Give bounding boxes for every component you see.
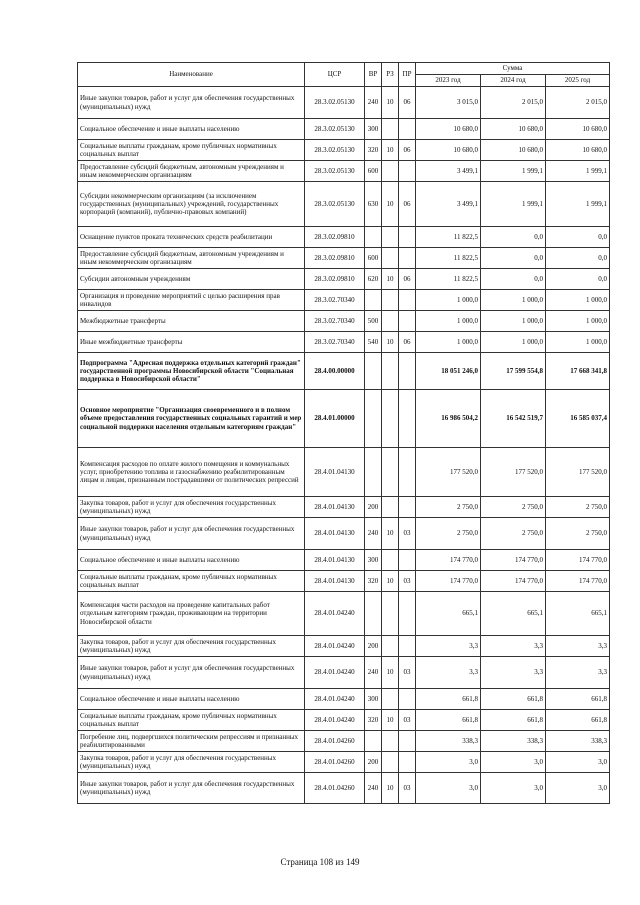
row-2025-cell: 2 015,0 xyxy=(546,87,610,119)
row-rz-cell xyxy=(382,248,399,269)
row-2023-cell: 177 520,0 xyxy=(416,448,481,497)
row-vr-cell: 630 xyxy=(365,182,382,227)
header-year-2023: 2023 год xyxy=(416,75,481,87)
row-csr-cell: 28.4.01.04130 xyxy=(305,550,365,571)
row-2023-cell: 16 986 504,2 xyxy=(416,390,481,448)
row-2023-cell: 3,3 xyxy=(416,657,481,689)
row-2025-cell: 1 999,1 xyxy=(546,182,610,227)
row-2023-cell: 174 770,0 xyxy=(416,550,481,571)
row-2025-cell: 17 668 341,8 xyxy=(546,353,610,390)
row-name-cell: Основное мероприятие "Организация своевременного и в полном объеме предоставления государственных социальных гарантий и мер социальной поддержки населения отдельным категориям граждан" xyxy=(78,390,305,448)
row-vr-cell xyxy=(365,353,382,390)
table-row xyxy=(78,269,610,290)
table-row xyxy=(78,353,610,390)
row-2023-cell: 11 822,5 xyxy=(416,248,481,269)
row-2023-cell: 3 499,1 xyxy=(416,161,481,182)
row-2025-cell: 661,8 xyxy=(546,689,610,710)
row-2024-cell: 1 999,1 xyxy=(481,182,546,227)
row-2023-cell: 661,8 xyxy=(416,689,481,710)
row-vr-cell xyxy=(365,731,382,752)
row-name-cell: Иные закупки товаров, работ и услуг для обеспечения государственных (муниципальных) нужд xyxy=(78,657,305,689)
table-row xyxy=(78,87,610,119)
row-vr-cell: 540 xyxy=(365,332,382,353)
row-csr-cell: 28.3.02.05130 xyxy=(305,182,365,227)
row-name-cell: Межбюджетные трансферты xyxy=(78,311,305,332)
row-pr-cell xyxy=(399,119,416,140)
table-row xyxy=(78,636,610,657)
row-name-cell: Социальное обеспечение и иные выплаты населению xyxy=(78,119,305,140)
row-2023-cell: 174 770,0 xyxy=(416,571,481,592)
row-pr-cell: 06 xyxy=(399,140,416,161)
row-2025-cell: 3,3 xyxy=(546,657,610,689)
row-2024-cell: 2 750,0 xyxy=(481,497,546,518)
row-pr-cell xyxy=(399,731,416,752)
row-2023-cell: 10 680,0 xyxy=(416,119,481,140)
row-2024-cell: 2 750,0 xyxy=(481,518,546,550)
row-name-cell: Закупка товаров, работ и услуг для обеспечения государственных (муниципальных) нужд xyxy=(78,752,305,773)
row-2024-cell: 3,3 xyxy=(481,657,546,689)
row-name-cell: Предоставление субсидий бюджетным, автономным учреждениям и иным некоммерческим организациям xyxy=(78,248,305,269)
row-pr-cell: 03 xyxy=(399,571,416,592)
table-row xyxy=(78,390,610,448)
row-2024-cell: 10 680,0 xyxy=(481,119,546,140)
row-2023-cell: 11 822,5 xyxy=(416,227,481,248)
row-2025-cell: 10 680,0 xyxy=(546,119,610,140)
row-pr-cell xyxy=(399,161,416,182)
row-pr-cell xyxy=(399,448,416,497)
row-csr-cell: 28.4.01.04240 xyxy=(305,710,365,731)
row-vr-cell: 300 xyxy=(365,689,382,710)
row-csr-cell: 28.4.01.04260 xyxy=(305,752,365,773)
row-vr-cell: 320 xyxy=(365,140,382,161)
row-pr-cell xyxy=(399,497,416,518)
row-csr-cell: 28.3.02.05130 xyxy=(305,119,365,140)
table-row xyxy=(78,592,610,636)
row-vr-cell xyxy=(365,390,382,448)
row-rz-cell xyxy=(382,390,399,448)
row-rz-cell xyxy=(382,119,399,140)
row-vr-cell: 320 xyxy=(365,710,382,731)
row-rz-cell xyxy=(382,752,399,773)
row-vr-cell: 240 xyxy=(365,87,382,119)
table-row xyxy=(78,182,610,227)
row-2024-cell: 1 000,0 xyxy=(481,332,546,353)
row-pr-cell xyxy=(399,592,416,636)
row-csr-cell: 28.3.02.05130 xyxy=(305,161,365,182)
row-rz-cell xyxy=(382,227,399,248)
row-rz-cell xyxy=(382,290,399,311)
row-2025-cell: 1 000,0 xyxy=(546,311,610,332)
row-csr-cell: 28.4.01.04240 xyxy=(305,592,365,636)
row-2024-cell: 3,0 xyxy=(481,752,546,773)
row-2024-cell: 174 770,0 xyxy=(481,571,546,592)
row-pr-cell: 06 xyxy=(399,269,416,290)
row-csr-cell: 28.4.01.04130 xyxy=(305,448,365,497)
row-csr-cell: 28.3.02.70340 xyxy=(305,332,365,353)
row-2025-cell: 0,0 xyxy=(546,269,610,290)
row-rz-cell xyxy=(382,161,399,182)
row-2025-cell: 174 770,0 xyxy=(546,550,610,571)
row-vr-cell: 200 xyxy=(365,752,382,773)
table-row xyxy=(78,497,610,518)
row-2025-cell: 665,1 xyxy=(546,592,610,636)
row-csr-cell: 28.3.02.05130 xyxy=(305,140,365,161)
row-rz-cell xyxy=(382,353,399,390)
row-vr-cell: 320 xyxy=(365,571,382,592)
row-vr-cell: 620 xyxy=(365,269,382,290)
table-row xyxy=(78,248,610,269)
table-row xyxy=(78,710,610,731)
row-rz-cell: 10 xyxy=(382,710,399,731)
row-2024-cell: 0,0 xyxy=(481,227,546,248)
row-vr-cell: 300 xyxy=(365,550,382,571)
row-2024-cell: 2 015,0 xyxy=(481,87,546,119)
row-name-cell: Компенсация части расходов на проведение капитальных работ отдельным категориям граждан, проживающим на территории Новосибирской области xyxy=(78,592,305,636)
row-2024-cell: 1 000,0 xyxy=(481,311,546,332)
row-2024-cell: 665,1 xyxy=(481,592,546,636)
row-name-cell: Социальные выплаты гражданам, кроме публичных нормативных социальных выплат xyxy=(78,140,305,161)
table-body xyxy=(78,87,610,804)
row-rz-cell xyxy=(382,550,399,571)
row-name-cell: Организация и проведение мероприятий с целью расширения прав инвалидов xyxy=(78,290,305,311)
table-row xyxy=(78,290,610,311)
row-csr-cell: 28.3.02.09810 xyxy=(305,248,365,269)
row-vr-cell: 240 xyxy=(365,518,382,550)
row-2025-cell: 2 750,0 xyxy=(546,518,610,550)
row-2024-cell: 3,3 xyxy=(481,636,546,657)
table-row xyxy=(78,731,610,752)
row-csr-cell: 28.4.01.04260 xyxy=(305,773,365,804)
row-2023-cell: 11 822,5 xyxy=(416,269,481,290)
row-vr-cell xyxy=(365,592,382,636)
row-pr-cell: 06 xyxy=(399,182,416,227)
row-vr-cell: 600 xyxy=(365,161,382,182)
row-vr-cell: 500 xyxy=(365,311,382,332)
row-pr-cell xyxy=(399,227,416,248)
row-name-cell: Иные закупки товаров, работ и услуг для обеспечения государственных (муниципальных) нужд xyxy=(78,518,305,550)
row-2025-cell: 16 585 037,4 xyxy=(546,390,610,448)
row-2025-cell: 1 000,0 xyxy=(546,332,610,353)
row-pr-cell: 03 xyxy=(399,657,416,689)
row-2023-cell: 10 680,0 xyxy=(416,140,481,161)
row-name-cell: Оснащение пунктов проката технических средств реабилитации xyxy=(78,227,305,248)
row-csr-cell: 28.4.01.00000 xyxy=(305,390,365,448)
row-rz-cell xyxy=(382,497,399,518)
row-2023-cell: 3,0 xyxy=(416,752,481,773)
row-2023-cell: 661,8 xyxy=(416,710,481,731)
row-2025-cell: 661,8 xyxy=(546,710,610,731)
row-rz-cell xyxy=(382,311,399,332)
row-2025-cell: 177 520,0 xyxy=(546,448,610,497)
row-name-cell: Социальное обеспечение и иные выплаты населению xyxy=(78,550,305,571)
row-rz-cell: 10 xyxy=(382,182,399,227)
row-2023-cell: 3 015,0 xyxy=(416,87,481,119)
row-2024-cell: 174 770,0 xyxy=(481,550,546,571)
row-name-cell: Погребение лиц, подвергшихся политическим репрессиям и признанных реабилитированными xyxy=(78,731,305,752)
row-csr-cell: 28.4.01.04240 xyxy=(305,689,365,710)
row-csr-cell: 28.4.01.04240 xyxy=(305,636,365,657)
row-2024-cell: 661,8 xyxy=(481,689,546,710)
row-2023-cell: 18 051 246,0 xyxy=(416,353,481,390)
row-name-cell: Предоставление субсидий бюджетным, автономным учреждениям и иным некоммерческим организациям xyxy=(78,161,305,182)
row-2024-cell: 1 999,1 xyxy=(481,161,546,182)
row-csr-cell: 28.4.01.04130 xyxy=(305,518,365,550)
header-sum: Сумма xyxy=(416,63,610,75)
row-pr-cell xyxy=(399,752,416,773)
row-pr-cell: 03 xyxy=(399,710,416,731)
row-2025-cell: 3,0 xyxy=(546,752,610,773)
row-2024-cell: 1 000,0 xyxy=(481,290,546,311)
row-2024-cell: 177 520,0 xyxy=(481,448,546,497)
header-csr: ЦСР xyxy=(305,63,365,87)
row-name-cell: Подпрограмма "Адресная поддержка отдельных категорий граждан" государственной программы Новосибирской области "Социальная поддержка в Новосибирской области" xyxy=(78,353,305,390)
table-row xyxy=(78,518,610,550)
row-rz-cell: 10 xyxy=(382,87,399,119)
row-name-cell: Иные закупки товаров, работ и услуг для обеспечения государственных (муниципальных) нужд xyxy=(78,773,305,804)
row-csr-cell: 28.3.02.09810 xyxy=(305,227,365,248)
row-name-cell: Иные межбюджетные трансферты xyxy=(78,332,305,353)
row-name-cell: Компенсация расходов по оплате жилого помещения и коммунальных услуг, приобретению топлива и газоснабжению реабилитированным лицам и лицам, признанным пострадавшими от политических репрессий xyxy=(78,448,305,497)
row-2024-cell: 16 542 519,7 xyxy=(481,390,546,448)
row-2025-cell: 10 680,0 xyxy=(546,140,610,161)
row-vr-cell: 300 xyxy=(365,119,382,140)
table-row xyxy=(78,311,610,332)
row-pr-cell xyxy=(399,636,416,657)
row-2025-cell: 0,0 xyxy=(546,248,610,269)
row-2023-cell: 3,0 xyxy=(416,773,481,804)
row-name-cell: Закупка товаров, работ и услуг для обеспечения государственных (муниципальных) нужд xyxy=(78,497,305,518)
row-csr-cell: 28.3.02.05130 xyxy=(305,87,365,119)
row-pr-cell: 03 xyxy=(399,518,416,550)
row-rz-cell: 10 xyxy=(382,332,399,353)
row-rz-cell: 10 xyxy=(382,657,399,689)
table-row xyxy=(78,119,610,140)
row-pr-cell xyxy=(399,248,416,269)
table-row xyxy=(78,332,610,353)
row-2024-cell: 0,0 xyxy=(481,269,546,290)
row-2023-cell: 2 750,0 xyxy=(416,518,481,550)
row-2024-cell: 10 680,0 xyxy=(481,140,546,161)
row-pr-cell xyxy=(399,290,416,311)
row-pr-cell: 06 xyxy=(399,87,416,119)
row-rz-cell: 10 xyxy=(382,269,399,290)
row-rz-cell xyxy=(382,731,399,752)
row-vr-cell: 200 xyxy=(365,636,382,657)
row-pr-cell xyxy=(399,550,416,571)
table-row xyxy=(78,161,610,182)
row-name-cell: Социальные выплаты гражданам, кроме публичных нормативных социальных выплат xyxy=(78,571,305,592)
row-vr-cell: 200 xyxy=(365,497,382,518)
row-2023-cell: 2 750,0 xyxy=(416,497,481,518)
row-2025-cell: 338,3 xyxy=(546,731,610,752)
row-pr-cell xyxy=(399,353,416,390)
table-row xyxy=(78,752,610,773)
page-number: Страница 108 из 149 xyxy=(280,857,360,867)
row-pr-cell xyxy=(399,689,416,710)
row-name-cell: Иные закупки товаров, работ и услуг для обеспечения государственных (муниципальных) нужд xyxy=(78,87,305,119)
row-name-cell: Субсидии автономным учреждениям xyxy=(78,269,305,290)
row-2023-cell: 1 000,0 xyxy=(416,332,481,353)
row-csr-cell: 28.4.01.04240 xyxy=(305,657,365,689)
row-pr-cell xyxy=(399,311,416,332)
row-2025-cell: 174 770,0 xyxy=(546,571,610,592)
row-rz-cell: 10 xyxy=(382,518,399,550)
table-row xyxy=(78,657,610,689)
header-year-2024: 2024 год xyxy=(481,75,546,87)
row-csr-cell: 28.4.01.04130 xyxy=(305,497,365,518)
row-2023-cell: 3,3 xyxy=(416,636,481,657)
row-rz-cell xyxy=(382,689,399,710)
row-vr-cell: 240 xyxy=(365,773,382,804)
table-row xyxy=(78,689,610,710)
row-name-cell: Социальные выплаты гражданам, кроме публичных нормативных социальных выплат xyxy=(78,710,305,731)
table-row xyxy=(78,448,610,497)
row-2023-cell: 1 000,0 xyxy=(416,290,481,311)
row-vr-cell: 240 xyxy=(365,657,382,689)
row-vr-cell: 600 xyxy=(365,248,382,269)
table-row xyxy=(78,227,610,248)
row-2025-cell: 3,3 xyxy=(546,636,610,657)
table-row xyxy=(78,550,610,571)
row-2024-cell: 3,0 xyxy=(481,773,546,804)
row-csr-cell: 28.3.02.70340 xyxy=(305,311,365,332)
row-pr-cell: 06 xyxy=(399,332,416,353)
row-2023-cell: 3 499,1 xyxy=(416,182,481,227)
header-rz: РЗ xyxy=(382,63,399,87)
row-csr-cell: 28.3.02.70340 xyxy=(305,290,365,311)
table-row xyxy=(78,571,610,592)
row-name-cell: Закупка товаров, работ и услуг для обеспечения государственных (муниципальных) нужд xyxy=(78,636,305,657)
row-rz-cell xyxy=(382,448,399,497)
row-pr-cell: 03 xyxy=(399,773,416,804)
row-name-cell: Субсидии некоммерческим организациям (за исключением государственных (муниципальных) учреждений, государственных корпораций (компаний), публично-правовых компаний) xyxy=(78,182,305,227)
row-csr-cell: 28.4.01.04130 xyxy=(305,571,365,592)
row-2025-cell: 1 999,1 xyxy=(546,161,610,182)
row-2025-cell: 1 000,0 xyxy=(546,290,610,311)
row-csr-cell: 28.3.02.09810 xyxy=(305,269,365,290)
row-2024-cell: 338,3 xyxy=(481,731,546,752)
row-2024-cell: 661,8 xyxy=(481,710,546,731)
budget-table xyxy=(77,62,610,804)
row-rz-cell: 10 xyxy=(382,140,399,161)
table-row xyxy=(78,140,610,161)
row-csr-cell: 28.4.01.04260 xyxy=(305,731,365,752)
row-2023-cell: 338,3 xyxy=(416,731,481,752)
row-csr-cell: 28.4.00.00000 xyxy=(305,353,365,390)
row-2025-cell: 0,0 xyxy=(546,227,610,248)
row-rz-cell: 10 xyxy=(382,571,399,592)
row-2025-cell: 3,0 xyxy=(546,773,610,804)
row-pr-cell xyxy=(399,390,416,448)
table-row xyxy=(78,773,610,804)
header-vr: ВР xyxy=(365,63,382,87)
row-2025-cell: 2 750,0 xyxy=(546,497,610,518)
row-rz-cell: 10 xyxy=(382,773,399,804)
row-vr-cell xyxy=(365,448,382,497)
row-vr-cell xyxy=(365,290,382,311)
row-2023-cell: 1 000,0 xyxy=(416,311,481,332)
row-2023-cell: 665,1 xyxy=(416,592,481,636)
row-rz-cell xyxy=(382,592,399,636)
header-name: Наименование xyxy=(78,63,305,87)
row-name-cell: Социальное обеспечение и иные выплаты населению xyxy=(78,689,305,710)
row-vr-cell xyxy=(365,227,382,248)
row-2024-cell: 0,0 xyxy=(481,248,546,269)
row-2024-cell: 17 599 554,8 xyxy=(481,353,546,390)
row-rz-cell xyxy=(382,636,399,657)
header-year-2025: 2025 год xyxy=(546,75,610,87)
header-pr: ПР xyxy=(399,63,416,87)
